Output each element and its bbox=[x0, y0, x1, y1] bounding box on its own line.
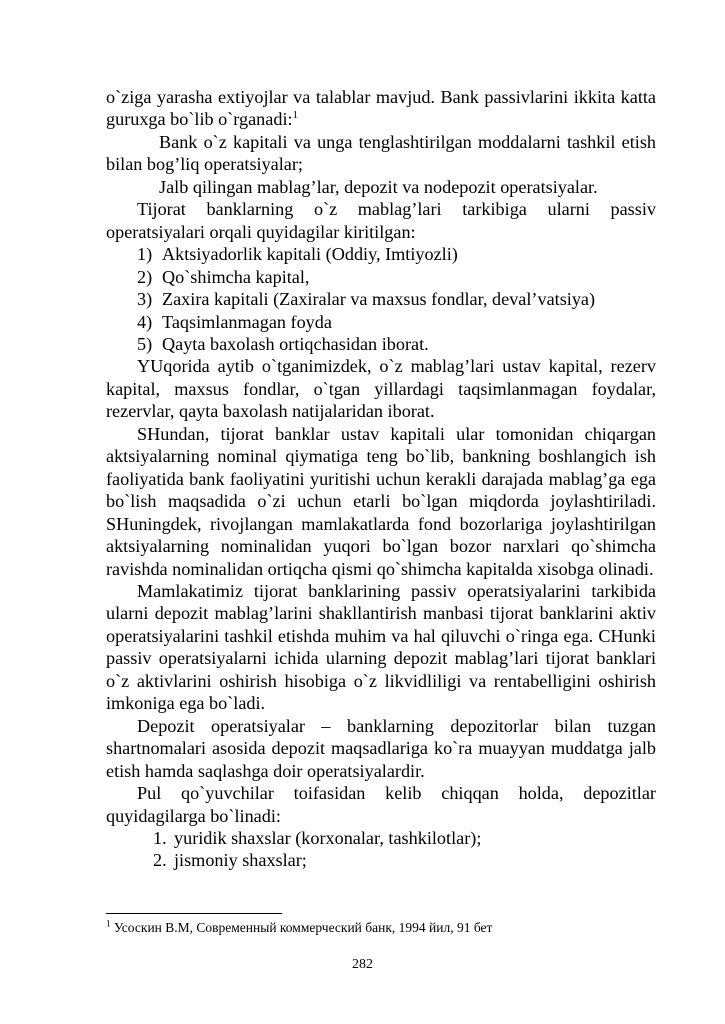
list-item-text: Taqsimlanmagan foyda bbox=[162, 311, 332, 332]
list-item-number: 4) bbox=[137, 311, 153, 332]
list-item bbox=[106, 849, 656, 871]
list-item bbox=[106, 311, 656, 333]
list-item bbox=[106, 827, 656, 849]
list-item-text: Zaxira kapitali (Zaxiralar va maxsus fondlar, deval’vatsiya) bbox=[162, 289, 596, 310]
paragraph bbox=[106, 86, 656, 131]
paragraph: Mamlakatimiz tijorat banklarining passiv operatsiyalarini tarkibida ularni depozit mablag’larini shakllantirish manbasi tijorat banklarini aktiv operatsiyalarini tashkil etishda muhim va hal qiluvchi o`ringa ega. CHunki passiv operatsiyalarni ichida ularning depozit mablag’lari tijorat banklari o`z aktivlarini oshirish hisobiga o`z likvidliligi va rentabelligini oshirish imkoniga ega bo`ladi. bbox=[106, 580, 656, 714]
footnote bbox=[106, 919, 656, 936]
paragraph: Bank o`z kapitali va unga tenglashtirilgan moddalarni tashkil etish bilan bog’liq operatsiyalar; bbox=[106, 131, 656, 175]
footnote-marker: 1 bbox=[106, 918, 111, 929]
list-item bbox=[106, 266, 656, 288]
list-item-number: 1. bbox=[153, 827, 167, 848]
paragraph: Pul qo`yuvchilar toifasidan kelib chiqqan holda, depozitlar quyidagilarga bo`linadi: bbox=[106, 783, 656, 826]
paragraph: SHundan, tijorat banklar ustav kapitali ular tomonidan chiqargan aktsiyalarning nominal qiymatiga teng bo`lib, bankning boshlangich ish faoliyatida bank faoliyatini yuritishi uchun kerakli darajada mablag’ga ega bo`lish maqsadida o`zi uchun etarli bo`lgan miqdorda joylashtiriladi. SHuningdek, rivojlangan mamlakatlarda fond bozorlariga joylashtirilgan aktsiyalarning nominalidan yuqori bo`lgan bozor narxlari qo`shimcha ravishda nominalidan ortiqcha qismi qo`shimcha kapitalda xisobga olinadi. bbox=[106, 423, 656, 579]
depositor-list bbox=[106, 827, 656, 872]
main-text bbox=[106, 86, 656, 872]
paragraph: Tijorat banklarning o`z mablag’lari tarkibiga ularni passiv operatsiyalari orqali quyidagilar kiritilgan: bbox=[106, 199, 656, 242]
list-item bbox=[106, 243, 656, 265]
list-item-number: 2. bbox=[153, 850, 167, 871]
footnote-reference: 1 bbox=[292, 109, 299, 122]
page-number: 282 bbox=[352, 957, 373, 972]
footnote-text: Усоскин В.М, Современный коммерческий банк, 1994 йил, 91 бет bbox=[110, 920, 493, 935]
list-item-number: 1) bbox=[137, 244, 153, 265]
paragraph: Jalb qilingan mablag’lar, depozit va nodepozit operatsiyalar. bbox=[159, 176, 598, 197]
list-item-text: jismoniy shaxslar; bbox=[174, 850, 307, 871]
list-item-number: 2) bbox=[137, 266, 153, 287]
list-item bbox=[106, 333, 656, 355]
paragraph: Depozit operatsiyalar – banklarning depozitorlar bilan tuzgan shartnomalari asosida depozit maqsadlariga ko`ra muayyan muddatga jalb etish hamda saqlashga doir operatsiyalardir. bbox=[106, 715, 656, 781]
list-item-text: yuridik shaxslar (korxonalar, tashkilotlar); bbox=[174, 827, 482, 848]
list-item-text: Aktsiyadorlik kapitali (Oddiy, Imtiyozli) bbox=[162, 244, 458, 265]
capital-list bbox=[106, 243, 656, 355]
list-item-number: 3) bbox=[137, 289, 153, 310]
list-item bbox=[106, 288, 656, 310]
list-item-text: Qayta baxolash ortiqchasidan iborat. bbox=[162, 333, 429, 354]
paragraph-text: o`ziga yarasha extiyojlar va talablar mavjud. Bank passivlarini ikkita katta guruxga bo`lib o`rganadi: bbox=[106, 87, 656, 130]
footnote-divider bbox=[106, 913, 282, 914]
paragraph: YUqorida aytib o`tganimizdek, o`z mablag’lari ustav kapital, rezerv kapital, maxsus fondlar, o`tgan yillardagi taqsimlanmagan foydalar, rezervlar, qayta baxolash natijalaridan iborat. bbox=[106, 356, 656, 422]
list-item-number: 5) bbox=[137, 333, 153, 354]
list-item-text: Qo`shimcha kapital, bbox=[162, 266, 310, 287]
